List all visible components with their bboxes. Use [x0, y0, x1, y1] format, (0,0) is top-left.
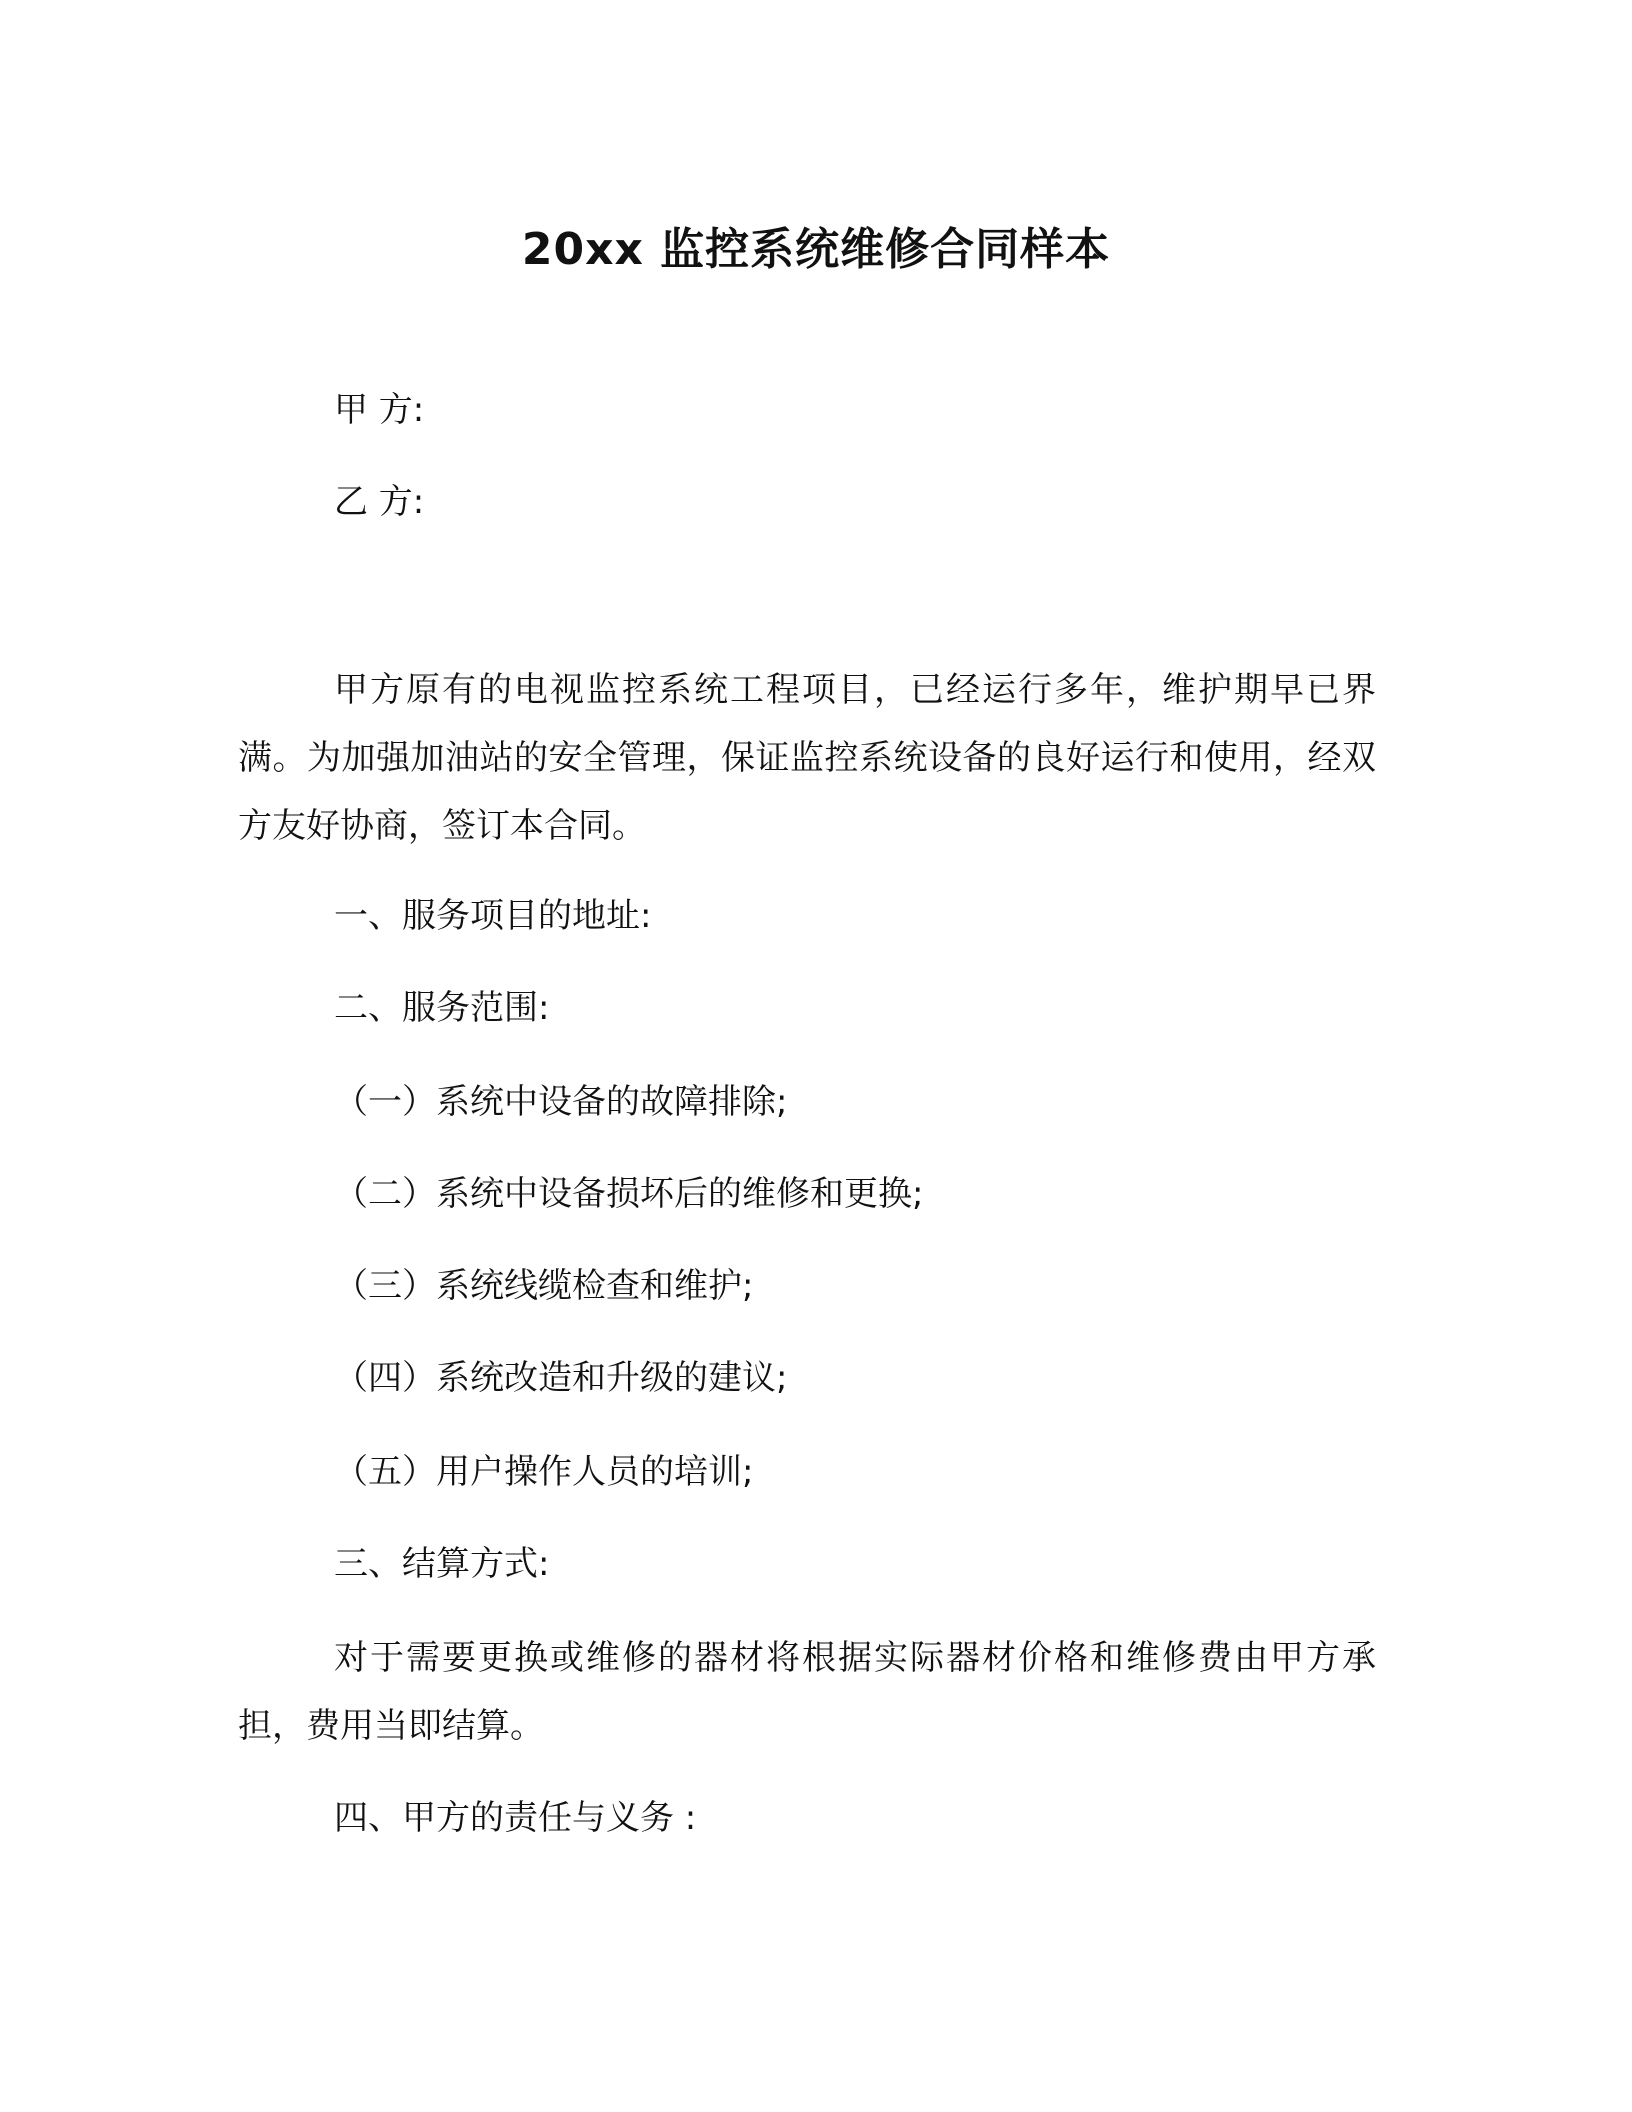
- section-3-heading: 三、结算方式:: [334, 1544, 550, 1584]
- party-a-label: 甲 方:: [334, 390, 425, 430]
- scope-item-5: （五）用户操作人员的培训;: [334, 1452, 754, 1492]
- intro-paragraph: 甲方原有的电视监控系统工程项目，已经运行多年，维护期早已界满。为加强加油站的安全管理，保证监控系统设备的良好运行和使用，经双方友好协商，签订本合同。: [238, 670, 1376, 846]
- section-1-heading: 一、服务项目的地址:: [334, 896, 652, 936]
- party-b-label: 乙 方:: [334, 482, 425, 522]
- scope-item-3: （三）系统线缆检查和维护;: [334, 1266, 754, 1306]
- scope-item-2: （二）系统中设备损坏后的维修和更换;: [334, 1174, 924, 1214]
- settlement-paragraph: 对于需要更换或维修的器材将根据实际器材价格和维修费由甲方承担，费用当即结算。: [238, 1638, 1376, 1746]
- section-2-heading: 二、服务范围:: [334, 988, 550, 1028]
- document-title: 20xx 监控系统维修合同样本: [521, 224, 1111, 275]
- section-4-heading: 四、甲方的责任与义务 :: [334, 1798, 697, 1838]
- scope-item-4: （四）系统改造和升级的建议;: [334, 1358, 788, 1398]
- scope-item-1: （一）系统中设备的故障排除;: [334, 1082, 788, 1122]
